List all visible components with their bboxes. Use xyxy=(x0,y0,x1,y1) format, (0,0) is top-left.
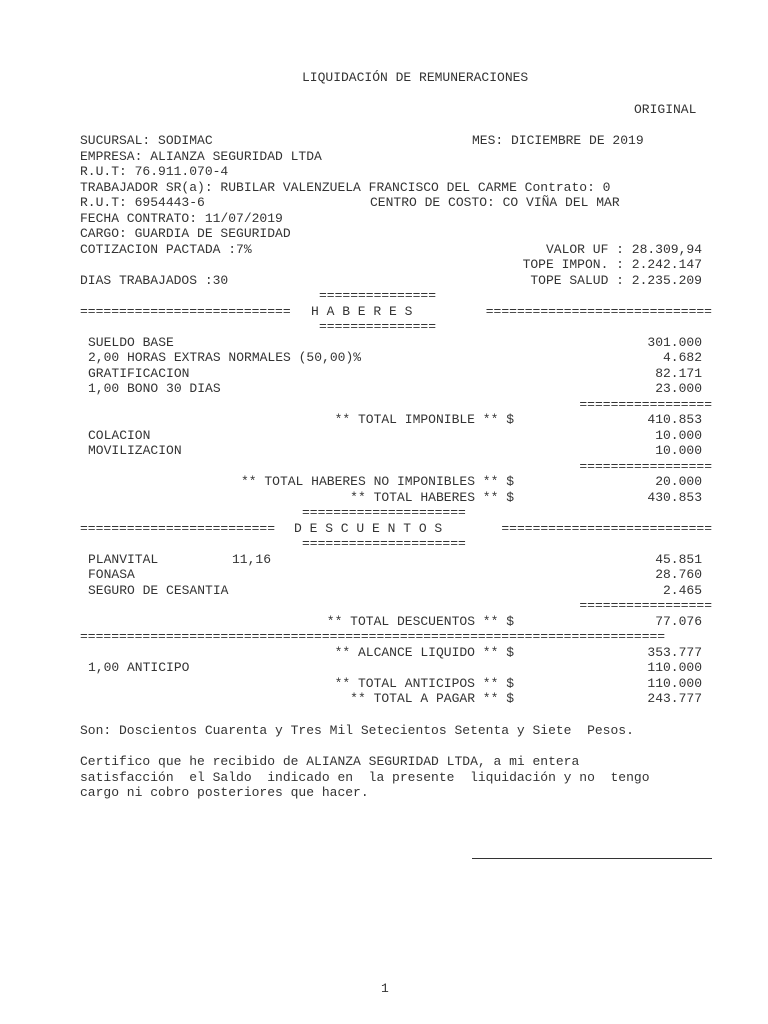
sucursal: SUCURSAL: SODIMAC xyxy=(80,133,213,148)
copy-label: ORIGINAL xyxy=(634,102,697,117)
descuento-amount: 2.465 xyxy=(662,583,702,598)
total-no-imponibles: 20.000 xyxy=(655,474,702,489)
total-anticipos: 110.000 xyxy=(647,676,702,691)
descuento-rate: 11,16 xyxy=(232,552,272,567)
descuentos-rule-left: ========================= xyxy=(80,521,276,536)
haber-amount: 82.171 xyxy=(655,366,702,381)
total-a-pagar: 243.777 xyxy=(647,691,702,706)
descuentos-heading: D E S C U E N T O S xyxy=(294,521,443,536)
no-imponible-label: MOVILIZACION xyxy=(88,443,182,458)
rut-trabajador: R.U.T: 6954443-6 xyxy=(80,195,205,210)
total-haberes-label: ** TOTAL HABERES ** $ xyxy=(350,490,514,505)
total-imponible-label: ** TOTAL IMPONIBLE ** $ xyxy=(334,412,514,427)
signature-line xyxy=(472,858,712,859)
no-imponible-amount: 10.000 xyxy=(655,443,702,458)
amount-in-words: Son: Doscientos Cuarenta y Tres Mil Setecientos Setenta y Siete Pesos. xyxy=(80,723,634,738)
sum-rule: ================= xyxy=(579,397,712,412)
anticipo-label: 1,00 ANTICIPO xyxy=(88,660,190,675)
cargo: CARGO: GUARDIA DE SEGURIDAD xyxy=(80,226,291,241)
descuento-label: PLANVITAL xyxy=(88,552,159,567)
haberes-rule-right: ============================= xyxy=(485,304,712,319)
page-number: 1 xyxy=(381,981,389,996)
haber-label: 2,00 HORAS EXTRAS NORMALES (50,00)% xyxy=(88,350,362,365)
sum-rule: ================= xyxy=(579,459,712,474)
total-anticipos-label: ** TOTAL ANTICIPOS ** $ xyxy=(334,676,514,691)
full-rule: =========================================================================== xyxy=(80,629,666,644)
trabajador: TRABAJADOR SR(a): RUBILAR VALENZUELA FRANCISCO DEL CARME Contrato: 0 xyxy=(80,180,611,195)
descuento-label: FONASA xyxy=(88,567,135,582)
descuento-amount: 45.851 xyxy=(655,552,702,567)
cotizacion: COTIZACION PACTADA :7% xyxy=(80,242,252,257)
certification-line: satisfacción el Saldo indicado en la presente liquidación y no tengo xyxy=(80,770,650,785)
total-imponible: 410.853 xyxy=(647,412,702,427)
alcance-liquido-label: ** ALCANCE LIQUIDO ** $ xyxy=(334,645,514,660)
alcance-liquido: 353.777 xyxy=(647,645,702,660)
mes: MES: DICIEMBRE DE 2019 xyxy=(472,133,644,148)
tope-salud: TOPE SALUD : 2.235.209 xyxy=(530,273,702,288)
haberes-rule-bottom: =============== xyxy=(319,319,437,334)
rut-empresa: R.U.T: 76.911.070-4 xyxy=(80,164,229,179)
total-a-pagar-label: ** TOTAL A PAGAR ** $ xyxy=(350,691,514,706)
haber-amount: 23.000 xyxy=(655,381,702,396)
fecha-contrato: FECHA CONTRATO: 11/07/2019 xyxy=(80,211,283,226)
total-no-imponibles-label: ** TOTAL HABERES NO IMPONIBLES ** $ xyxy=(240,474,514,489)
document-title: LIQUIDACIÓN DE REMUNERACIONES xyxy=(302,70,529,85)
haber-amount: 301.000 xyxy=(647,335,702,350)
total-descuentos-label: ** TOTAL DESCUENTOS ** $ xyxy=(326,614,514,629)
empresa: EMPRESA: ALIANZA SEGURIDAD LTDA xyxy=(80,149,322,164)
descuentos-rule-bottom: ===================== xyxy=(302,536,466,551)
certification-line: Certifico que he recibido de ALIANZA SEGURIDAD LTDA, a mi entera xyxy=(80,754,580,769)
total-haberes: 430.853 xyxy=(647,490,702,505)
descuentos-rule-right: =========================== xyxy=(501,521,712,536)
descuentos-rule-top: ===================== xyxy=(302,505,466,520)
haber-label: GRATIFICACION xyxy=(88,366,190,381)
tope-impon: TOPE IMPON. : 2.242.147 xyxy=(522,257,702,272)
anticipo-amount: 110.000 xyxy=(647,660,702,675)
haberes-heading: H A B E R E S xyxy=(311,304,413,319)
no-imponible-label: COLACION xyxy=(88,428,151,443)
total-descuentos: 77.076 xyxy=(655,614,702,629)
certification-line: cargo ni cobro posteriores que hacer. xyxy=(80,785,369,800)
valor-uf: VALOR UF : 28.309,94 xyxy=(545,242,702,257)
haber-label: 1,00 BONO 30 DIAS xyxy=(88,381,221,396)
descuento-label: SEGURO DE CESANTIA xyxy=(88,583,229,598)
haber-label: SUELDO BASE xyxy=(88,335,174,350)
haberes-rule-left: =========================== xyxy=(80,304,291,319)
sum-rule: ================= xyxy=(579,598,712,613)
descuento-amount: 28.760 xyxy=(655,567,702,582)
haberes-rule-top: =============== xyxy=(319,288,437,303)
no-imponible-amount: 10.000 xyxy=(655,428,702,443)
dias-trabajados: DIAS TRABAJADOS :30 xyxy=(80,273,229,288)
centro-costo: CENTRO DE COSTO: CO VIÑA DEL MAR xyxy=(370,195,620,210)
haber-amount: 4.682 xyxy=(662,350,702,365)
